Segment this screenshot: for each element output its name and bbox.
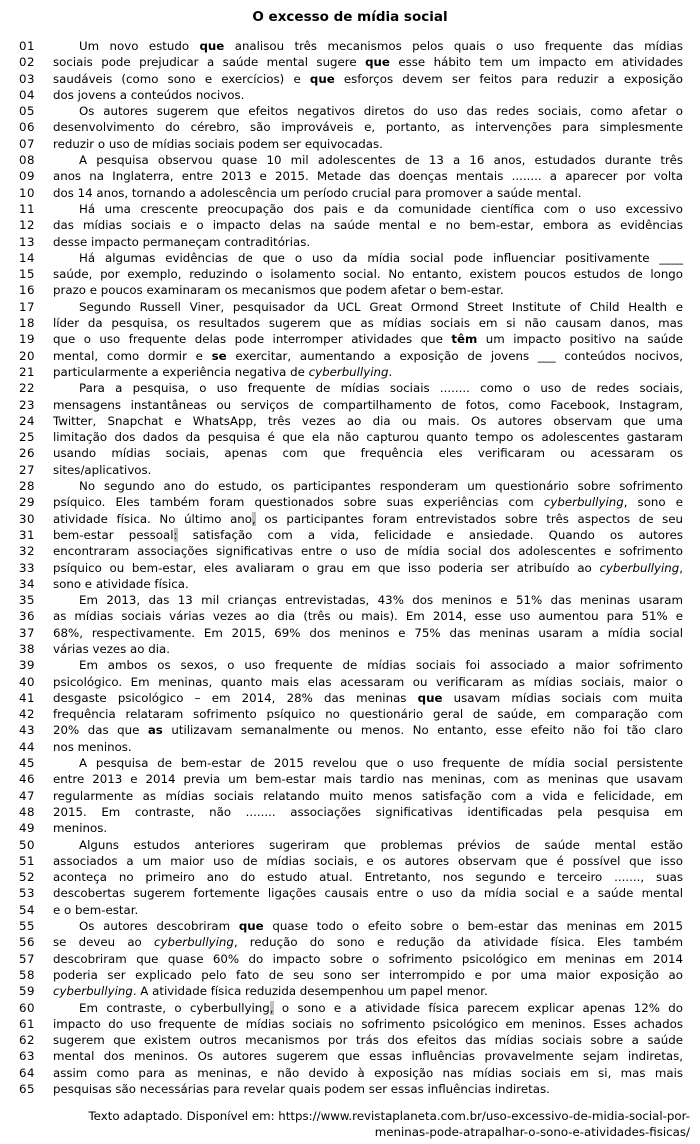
line-text: [53, 250, 683, 266]
text-segment: nos meninos.: [53, 739, 132, 754]
line-text: [53, 543, 683, 559]
text-segment: Twitter, Snapchat e WhatsApp, três vezes ao dia ou mais. Os autores observam que uma: [53, 413, 683, 428]
line-number: 14: [19, 250, 36, 265]
line-text: [53, 38, 683, 54]
text-segment: líder da pesquisa, os resultados sugerem que as mídias sociais em si não causam danos, mas: [53, 316, 683, 331]
source-citation: [0, 1108, 700, 1140]
text-line: [19, 38, 683, 54]
line-text: [53, 1032, 683, 1048]
line-text: [53, 152, 683, 168]
text-segment: Há algumas evidências de que o uso da mídia social pode influenciar positivamente ____: [79, 250, 683, 265]
text-line: [19, 739, 683, 755]
line-number: 55: [19, 919, 36, 934]
text-line: [19, 869, 683, 885]
line-text: [53, 625, 683, 641]
text-line: [19, 657, 683, 673]
text-line: [19, 625, 683, 641]
line-number: 40: [19, 674, 36, 689]
line-text: [53, 234, 683, 250]
line-number: 37: [19, 625, 36, 640]
line-number: 22: [19, 381, 36, 396]
line-text: [53, 397, 683, 413]
line-text: [53, 853, 683, 869]
line-text: [53, 380, 683, 396]
text-segment: os participantes foram entrevistados sobre três aspectos de seu: [255, 511, 683, 526]
text-line: [19, 103, 683, 119]
line-text: [53, 706, 683, 722]
line-text: [53, 951, 683, 967]
line-number: 26: [19, 446, 36, 461]
text-segment: meninos.: [53, 821, 108, 836]
text-segment: das mídias sociais e o impacto delas na saúde mental e no bem-estar, embora as evidências: [53, 218, 683, 233]
text-line: [19, 1065, 683, 1081]
text-segment: desenvolvimento do cérebro, são improváveis e, portanto, as intervenções para simplesmente: [53, 120, 683, 135]
text-segment: prazo e poucos examinaram os mecanismos que podem afetar o bem-estar.: [53, 283, 504, 298]
text-line: [19, 478, 683, 494]
line-text: [53, 608, 683, 624]
text-segment: , sono e: [623, 495, 683, 510]
line-number: 56: [19, 935, 36, 950]
text-line: [19, 560, 683, 576]
text-line: [19, 511, 683, 527]
text-line: [19, 918, 683, 934]
line-number: 45: [19, 756, 36, 771]
text-segment: impacto do uso frequente de mídias sociais no sofrimento psicológico em meninos. Esses achados: [53, 1016, 683, 1031]
line-number: 08: [19, 153, 36, 168]
line-number: 11: [19, 201, 36, 216]
text-segment: reduzir o uso de mídias sociais podem ser equivocadas.: [53, 136, 383, 151]
line-text: [53, 967, 683, 983]
line-number: 01: [19, 39, 36, 53]
text-line: [19, 1000, 683, 1016]
text-line: [19, 1048, 683, 1064]
text-line: [19, 1081, 683, 1097]
line-number: 54: [19, 902, 36, 917]
line-text: [53, 755, 683, 771]
line-text: [53, 1065, 683, 1081]
text-line: [19, 820, 683, 836]
line-text: [53, 934, 683, 950]
text-segment: 20% das que: [53, 723, 148, 738]
text-segment: No segundo ano do estudo, os participantes responderam um questionário sobre sofrimento: [79, 479, 683, 494]
line-number: 59: [19, 984, 36, 999]
text-segment: analisou três mecanismos pelos quais o uso frequente das mídias: [224, 39, 684, 53]
line-number: 34: [19, 576, 36, 591]
line-number: 31: [19, 527, 36, 542]
line-number: 25: [19, 430, 36, 445]
line-number: 23: [19, 397, 36, 412]
line-number: 30: [19, 511, 36, 526]
text-segment: . A atividade física reduzida desempenhou um papel menor.: [132, 984, 488, 999]
text-segment: várias vezes ao dia.: [53, 641, 170, 656]
text-line: [19, 1032, 683, 1048]
line-text: [53, 348, 683, 364]
text-segment: e o bem-estar.: [53, 902, 139, 917]
line-text: [53, 641, 683, 657]
text-segment: psíquico ou bem-estar, eles avaliaram o grau em que isso poderia ser atribuído ao: [53, 560, 600, 575]
text-segment: saudáveis (como sono e exercícios) e: [53, 71, 310, 86]
text-segment: cyberbullying: [154, 935, 234, 950]
line-number: 17: [19, 299, 36, 314]
line-number: 05: [19, 104, 36, 119]
line-number: 12: [19, 218, 36, 233]
line-text: [53, 771, 683, 787]
text-line: [19, 690, 683, 706]
text-segment: .: [388, 364, 393, 379]
line-number: 09: [19, 169, 36, 184]
line-text: [53, 445, 683, 461]
text-segment: ,: [679, 560, 683, 575]
line-number: 44: [19, 739, 36, 754]
line-number: 20: [19, 348, 36, 363]
text-segment: sugerem que existem outros mecanismos por trás dos efeitos das mídias sociais sobre a saúde: [53, 1033, 683, 1048]
line-text: [53, 885, 683, 901]
line-text: [53, 592, 683, 608]
line-text: [53, 168, 683, 184]
line-number: 32: [19, 544, 36, 559]
line-number: 39: [19, 658, 36, 673]
line-number: 46: [19, 772, 36, 787]
line-text: [53, 918, 683, 934]
line-text: [53, 364, 683, 380]
text-segment: têm: [451, 332, 478, 347]
line-number: 53: [19, 886, 36, 901]
text-line: [19, 885, 683, 901]
line-number: 51: [19, 853, 36, 868]
text-line: [19, 201, 683, 217]
line-number: 27: [19, 462, 36, 477]
text-line: [19, 445, 683, 461]
line-text: [53, 722, 683, 738]
text-segment: , redução do sono e redução da atividade física. Eles também: [233, 935, 684, 950]
highlighted-punctuation: :: [173, 527, 178, 542]
text-line: [19, 722, 683, 738]
text-line: [19, 755, 683, 771]
text-segment: Alguns estudos anteriores sugeriram que problemas prévios de saúde mental estão: [79, 837, 683, 852]
text-segment: poderia ser explicado pelo fato de seu sono ser interrompido e por uma maior exposição ao: [53, 967, 683, 982]
text-segment: 2015. Em contraste, não ........ associações significativas identificadas pela pesquisa em: [53, 804, 683, 819]
text-segment: Para a pesquisa, o uso frequente de mídias sociais ........ como o uso de redes sociais,: [79, 381, 683, 396]
text-segment: associados a um maior uso de mídias sociais, e os autores observam que é possível que isso: [53, 853, 683, 868]
text-segment: Os autores sugerem que efeitos negativos diretos do uso das redes sociais, como afetar o: [79, 104, 683, 119]
text-segment: satisfação com a vida, felicidade e ansiedade. Quando os autores: [177, 527, 683, 542]
line-number: 64: [19, 1065, 36, 1080]
line-text: [53, 1048, 683, 1064]
text-segment: entre 2013 e 2014 previa um bem-estar mais tardio nas meninas, com as meninas que usavam: [53, 772, 683, 787]
text-line: [19, 168, 683, 184]
line-text: [53, 462, 683, 478]
text-body: [0, 38, 700, 1097]
text-segment: mental dos meninos. Os autores sugerem que essas influências provavelmente sejam indiretas,: [53, 1049, 683, 1064]
text-line: [19, 54, 683, 70]
highlighted-punctuation: ,: [269, 1000, 274, 1015]
line-number: 15: [19, 267, 36, 282]
line-text: [53, 902, 683, 918]
text-segment: mental, como dormir e: [53, 348, 212, 363]
text-segment: Um novo estudo: [79, 39, 200, 53]
text-segment: A pesquisa de bem-estar de 2015 revelou que o uso frequente de mídia social persistente: [79, 756, 683, 771]
line-text: [53, 527, 683, 543]
text-line: [19, 152, 683, 168]
line-number: 35: [19, 593, 36, 608]
text-segment: desse impacto permaneçam contraditórias.: [53, 234, 311, 249]
text-segment: usavam mídias sociais com muita: [442, 690, 683, 705]
text-segment: psíquico. Eles também foram questionados sobre suas experiências com: [53, 495, 544, 510]
text-line: [19, 331, 683, 347]
line-number: 43: [19, 723, 36, 738]
line-text: [53, 315, 683, 331]
text-segment: cyberbullying: [53, 984, 133, 999]
text-segment: anos na Inglaterra, entre 2013 e 2015. Metade das doenças mentais ........ a aparecer por volta: [53, 169, 683, 184]
text-line: [19, 136, 683, 152]
line-text: [53, 413, 683, 429]
line-text: [53, 494, 683, 510]
line-number: 36: [19, 609, 36, 624]
line-text: [53, 576, 683, 592]
text-segment: as: [147, 723, 163, 738]
line-text: [53, 1000, 683, 1016]
text-segment: dos 14 anos, tornando a adolescência um período crucial para promover a saúde mental.: [53, 185, 582, 200]
line-text: [53, 657, 683, 673]
text-segment: exercitar, aumentando a exposição de jovens ___ conteúdos nocivos,: [226, 348, 683, 363]
text-segment: descobertas sugerem fortemente ligações causais entre o uso da mídia social e a saúde mental: [53, 886, 683, 901]
line-text: [53, 1016, 683, 1032]
text-line: [19, 429, 683, 445]
highlighted-punctuation: ,: [252, 511, 256, 526]
text-segment: as mídias sociais várias vezes ao dia (três ou mais). Em 2014, esse uso aumentou para 51% e: [53, 609, 683, 624]
text-line: [19, 282, 683, 298]
text-line: [19, 413, 683, 429]
line-text: [53, 103, 683, 119]
text-segment: psicológico. Em meninas, quanto mais elas acessaram ou verificaram as mídias sociais, maior o: [53, 674, 683, 689]
text-segment: sociais pode prejudicar a saúde mental sugere: [53, 55, 366, 70]
text-segment: sites/aplicativos.: [53, 462, 152, 477]
line-number: 61: [19, 1016, 36, 1031]
line-text: [53, 804, 683, 820]
text-line: [19, 983, 683, 999]
line-text: [53, 185, 683, 201]
text-segment: que: [417, 690, 443, 705]
line-text: [53, 87, 683, 103]
text-segment: cyberbullying: [543, 495, 624, 510]
text-segment: assim como para as meninas, e não devido à exposição nas mídias sociais em si, mas mais: [53, 1065, 683, 1080]
line-text: [53, 1081, 683, 1097]
text-segment: Em 2013, das 13 mil crianças entrevistadas, 43% dos meninos e 51% das meninas usaram: [79, 593, 683, 608]
line-number: 03: [19, 71, 36, 86]
line-text: [53, 983, 683, 999]
text-line: [19, 788, 683, 804]
text-segment: encontraram associações significativas entre o uso de mídia social dos adolescentes e sofrimento: [53, 544, 683, 559]
line-number: 62: [19, 1033, 36, 1048]
line-text: [53, 299, 683, 315]
text-segment: um impacto positivo na saúde: [477, 332, 683, 347]
text-line: [19, 348, 683, 364]
text-line: [19, 576, 683, 592]
text-segment: frequência relataram sofrimento psíquico no questionário geral de saúde, em comparação com: [53, 707, 683, 722]
line-text: [53, 266, 683, 282]
line-number: 63: [19, 1049, 36, 1064]
text-segment: se deveu ao: [53, 935, 155, 950]
source-citation-line-1: Texto adaptado. Disponível em: https://www.revistaplaneta.com.br/uso-excessivo-de-midia-social-por-: [88, 1109, 690, 1124]
text-line: [19, 119, 683, 135]
line-text: [53, 690, 683, 706]
text-line: [19, 592, 683, 608]
text-segment: que: [199, 39, 225, 53]
line-text: [53, 820, 683, 836]
line-number: 41: [19, 690, 36, 705]
line-number: 65: [19, 1082, 36, 1096]
text-line: [19, 543, 683, 559]
text-line: [19, 217, 683, 233]
text-line: [19, 853, 683, 869]
text-segment: bem-estar pessoal: [53, 527, 174, 542]
text-line: [19, 804, 683, 820]
text-segment: utilizavam semanalmente ou menos. No entanto, esse efeito não foi tão claro: [162, 723, 683, 738]
text-segment: atividade física. No último ano: [53, 511, 252, 526]
text-segment: Em ambos os sexos, o uso frequente de mídias sociais foi associado a maior sofrimento: [79, 658, 683, 673]
text-segment: A pesquisa observou quase 10 mil adolescentes de 13 a 16 anos, estudados durante três: [79, 153, 683, 168]
line-number: 10: [19, 185, 36, 200]
text-line: [19, 380, 683, 396]
line-number: 48: [19, 804, 36, 819]
text-segment: pesquisas são necessárias para revelar quais podem ser essas influências indiretas.: [53, 1082, 550, 1096]
line-number: 16: [19, 283, 36, 298]
text-line: [19, 706, 683, 722]
line-text: [53, 560, 683, 576]
text-line: [19, 462, 683, 478]
line-text: [53, 331, 683, 347]
line-number: 33: [19, 560, 36, 575]
text-segment: cyberbullying: [599, 560, 680, 575]
line-number: 52: [19, 870, 36, 885]
line-number: 02: [19, 55, 36, 70]
line-text: [53, 788, 683, 804]
line-number: 19: [19, 332, 36, 347]
text-segment: que: [365, 55, 390, 70]
text-segment: Segundo Russell Viner, pesquisador da UCL Great Ormond Street Institute of Child Health e: [79, 299, 683, 314]
text-line: [19, 185, 683, 201]
text-line: [19, 934, 683, 950]
line-text: [53, 54, 683, 70]
line-number: 60: [19, 1000, 36, 1015]
text-line: [19, 494, 683, 510]
text-line: [19, 951, 683, 967]
text-segment: quase todo o efeito sobre o bem-estar das meninas em 2015: [263, 919, 683, 934]
text-segment: 68%, respectivamente. Em 2015, 69% dos meninos e 75% das meninas usaram a mídia social: [53, 625, 683, 640]
text-segment: se: [211, 348, 227, 363]
text-line: [19, 299, 683, 315]
line-number: 28: [19, 479, 36, 494]
line-number: 50: [19, 837, 36, 852]
text-segment: esforços devem ser feitos para reduzir a exposição: [334, 71, 683, 86]
line-text: [53, 511, 683, 527]
text-segment: aconteça no primeiro ano do estudo atual. Entretanto, nos segundo e terceiro ......., suas: [53, 870, 683, 885]
line-number: 58: [19, 967, 36, 982]
text-line: [19, 397, 683, 413]
text-line: [19, 266, 683, 282]
text-segment: saúde, por exemplo, reduzindo o isolamento social. No entanto, existem poucos estudos de longo: [53, 267, 683, 282]
line-number: 13: [19, 234, 36, 249]
line-number: 38: [19, 641, 36, 656]
line-number: 57: [19, 951, 36, 966]
line-text: [53, 217, 683, 233]
text-segment: dos jovens a conteúdos nocivos.: [53, 87, 245, 102]
text-line: [19, 364, 683, 380]
text-segment: Há uma crescente preocupação dos pais e da comunidade científica com o uso excessivo: [79, 201, 683, 216]
text-line: [19, 837, 683, 853]
text-line: [19, 234, 683, 250]
text-segment: que o uso frequente delas pode interromper atividades que: [53, 332, 452, 347]
text-segment: particularmente a experiência negativa de: [53, 364, 309, 379]
line-text: [53, 739, 683, 755]
text-line: [19, 87, 683, 103]
text-line: [19, 527, 683, 543]
source-citation-line-2: meninas-pode-atrapalhar-o-sono-e-atividades-fisicas/: [374, 1125, 690, 1140]
line-number: 49: [19, 821, 36, 836]
text-line: [19, 641, 683, 657]
text-line: [19, 1016, 683, 1032]
line-number: 42: [19, 707, 36, 722]
line-text: [53, 201, 683, 217]
text-line: [19, 71, 683, 87]
page-title: O excesso de mídia social: [252, 9, 448, 25]
text-segment: que: [309, 71, 335, 86]
text-segment: Os autores descobriram: [79, 919, 239, 934]
line-text: [53, 837, 683, 853]
line-text: [53, 71, 683, 87]
text-segment: o sono e a atividade física parecem explicar apenas 12% do: [273, 1000, 683, 1015]
text-line: [19, 771, 683, 787]
line-number: 47: [19, 788, 36, 803]
text-segment: mensagens instantâneas ou serviços de compartilhamento de fotos, como Facebook, Instagram,: [53, 397, 683, 412]
line-text: [53, 119, 683, 135]
text-segment: Em contraste, o cyberbullying: [79, 1000, 270, 1015]
text-segment: usando mídias sociais, apenas com que frequência eles verificaram ou acessaram os: [53, 446, 683, 461]
text-line: [19, 250, 683, 266]
line-number: 04: [19, 87, 36, 102]
text-line: [19, 315, 683, 331]
line-number: 24: [19, 413, 36, 428]
text-segment: que: [238, 919, 264, 934]
line-text: [53, 429, 683, 445]
text-segment: regularmente as mídias sociais relatando muito menos satisfação com a vida e felicidade, em: [53, 788, 683, 803]
text-line: [19, 674, 683, 690]
text-segment: descobriram que quase 60% do impacto sobre o sofrimento psicológico em meninas em 2014: [53, 951, 683, 966]
text-segment: desgaste psicológico – em 2014, 28% das meninas: [53, 690, 418, 705]
text-segment: limitação dos dados da pesquisa é que ela não capturou quanto tempo os adolescentes gastaram: [53, 430, 683, 445]
text-segment: esse hábito tem um impacto em atividades: [389, 55, 683, 70]
text-segment: cyberbullying: [308, 364, 389, 379]
text-segment: sono e atividade física.: [53, 576, 189, 591]
line-number: 18: [19, 316, 36, 331]
line-number: 21: [19, 364, 36, 379]
line-number: 06: [19, 120, 36, 135]
line-text: [53, 282, 683, 298]
line-text: [53, 478, 683, 494]
text-line: [19, 608, 683, 624]
line-number: 07: [19, 136, 36, 151]
text-line: [19, 902, 683, 918]
line-number: 29: [19, 495, 36, 510]
text-line: [19, 967, 683, 983]
line-text: [53, 136, 683, 152]
line-text: [53, 674, 683, 690]
line-text: [53, 869, 683, 885]
